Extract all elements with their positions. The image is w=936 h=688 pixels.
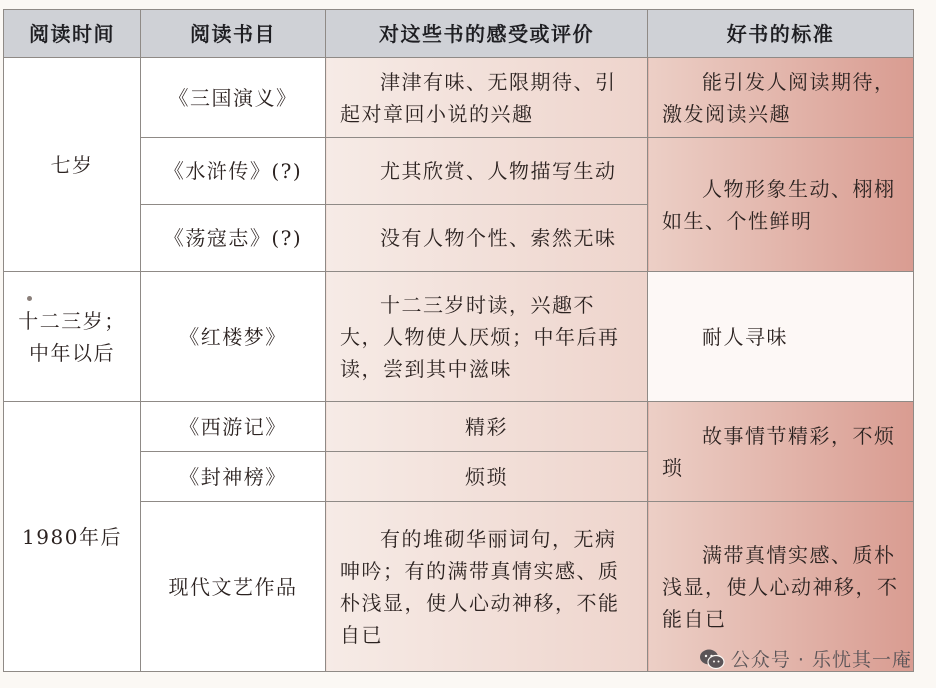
reading-time-cell: 七岁	[4, 58, 141, 272]
evaluation-cell	[326, 58, 648, 138]
reading-table-container	[3, 9, 913, 679]
evaluation-cell	[326, 138, 648, 205]
standard-text: 能引发人阅读期待，激发阅读兴趣	[662, 69, 896, 126]
reading-time-cell: 十二三岁；中年以后	[4, 272, 141, 402]
standard-text: 耐人寻味	[702, 324, 788, 349]
standard-text: 故事情节精彩，不烦琐	[662, 423, 896, 480]
evaluation-cell: 烦琐	[326, 452, 648, 502]
standard-text: 满带真情实感、质朴浅显，使人心动神移，不能自已	[662, 542, 899, 631]
reading-time-cell: 1980年后	[4, 402, 141, 672]
standard-cell	[648, 138, 914, 272]
evaluation-text: 尤其欣赏、人物描写生动	[380, 159, 617, 183]
standard-cell	[648, 58, 914, 138]
reading-table	[3, 9, 914, 672]
evaluation-cell: 精彩	[326, 402, 648, 452]
table-row	[4, 58, 914, 138]
header-reading-time: 阅读时间	[4, 10, 141, 58]
book-title-cell: 现代文艺作品	[141, 502, 326, 672]
evaluation-cell	[326, 502, 648, 672]
header-evaluation: 对这些书的感受或评价	[326, 10, 648, 58]
stray-dot-mark	[27, 296, 32, 301]
book-title-cell: 《荡寇志》(?)	[141, 205, 326, 272]
standard-cell	[648, 272, 914, 402]
book-title-cell: 《封神榜》	[141, 452, 326, 502]
book-title-cell: 《西游记》	[141, 402, 326, 452]
table-row	[4, 402, 914, 452]
table-row	[4, 138, 914, 205]
evaluation-cell	[326, 205, 648, 272]
book-title-cell: 《红楼梦》	[141, 272, 326, 402]
book-title-cell: 《三国演义》	[141, 58, 326, 138]
evaluation-cell	[326, 272, 648, 402]
wechat-icon	[699, 648, 725, 670]
watermark	[699, 645, 912, 672]
evaluation-text: 没有人物个性、索然无味	[380, 226, 617, 250]
evaluation-text: 津津有味、无限期待、引起对章回小说的兴趣	[340, 69, 617, 126]
book-title-cell: 《水浒传》(?)	[141, 138, 326, 205]
header-book-list: 阅读书目	[141, 10, 326, 58]
standard-cell	[648, 402, 914, 502]
table-row	[4, 272, 914, 402]
header-row	[4, 10, 914, 58]
standard-text: 人物形象生动、栩栩如生、个性鲜明	[662, 176, 896, 233]
header-good-book-standard: 好书的标准	[648, 10, 914, 58]
watermark-text: 公众号 · 乐忧其一庵	[730, 649, 912, 671]
evaluation-text: 十二三岁时读，兴趣不大，人物使人厌烦；中年后再读，尝到其中滋味	[340, 292, 620, 381]
evaluation-text: 有的堆砌华丽词句，无病呻吟；有的满带真情实感、质朴浅显，使人心动神移，不能自已	[340, 526, 620, 647]
